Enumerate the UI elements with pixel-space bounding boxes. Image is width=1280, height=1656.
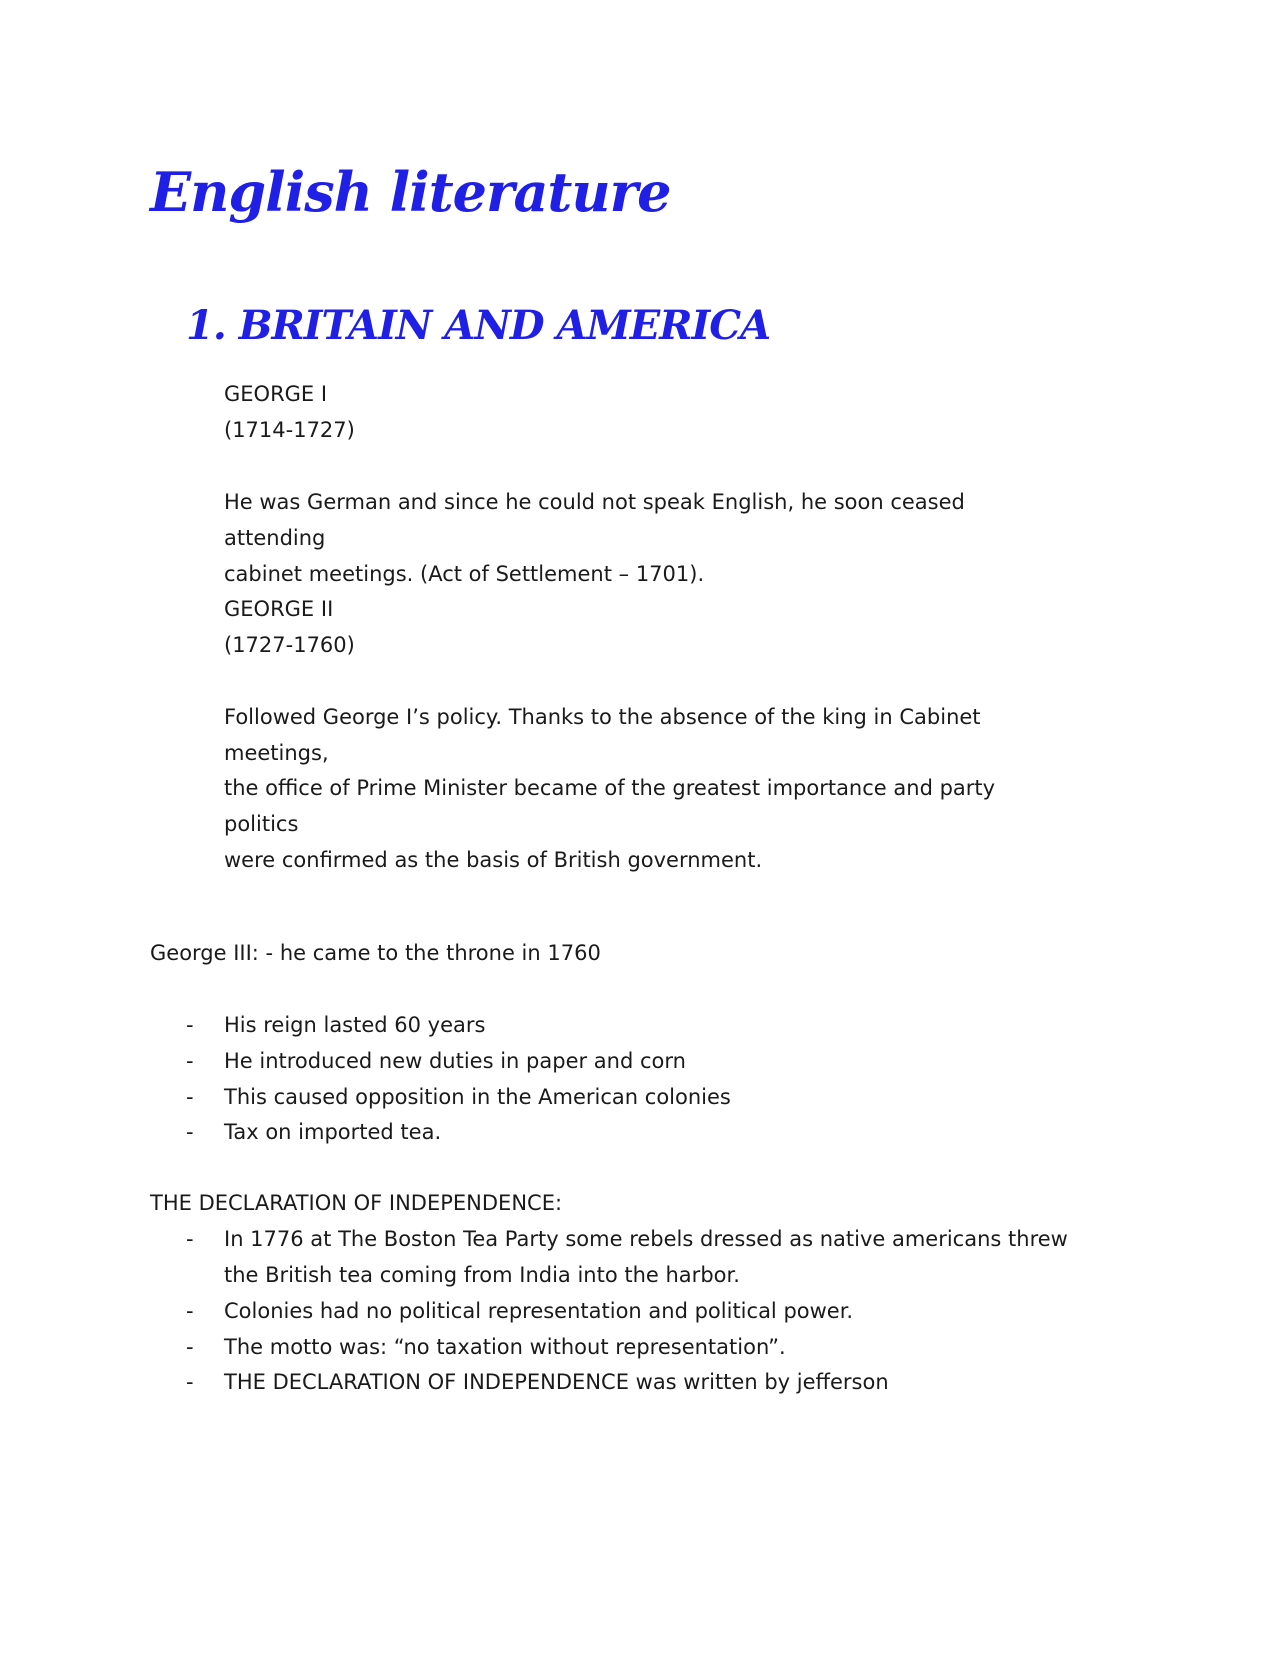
section-number: 1.: [186, 302, 226, 349]
george-iii-bullet: This caused opposition in the American colonies: [224, 1085, 731, 1109]
bullet-marker: -: [186, 1335, 194, 1359]
bullet-marker: -: [186, 1227, 194, 1251]
george-ii-text-line: politics: [224, 812, 299, 836]
george-i-text-line: attending: [224, 526, 326, 550]
declaration-bullet: In 1776 at The Boston Tea Party some rebels dressed as native americans threw: [224, 1227, 1068, 1251]
bullet-marker: -: [186, 1299, 194, 1323]
declaration-heading: THE DECLARATION OF INDEPENDENCE:: [150, 1191, 563, 1215]
george-ii-text-line: the office of Prime Minister became of the greatest importance and party: [224, 776, 996, 800]
bullet-marker: -: [186, 1120, 194, 1144]
george-ii-text-line: meetings,: [224, 741, 329, 765]
george-ii-text-line: Followed George I’s policy. Thanks to the absence of the king in Cabinet: [224, 705, 981, 729]
declaration-bullet: THE DECLARATION OF INDEPENDENCE was written by jefferson: [224, 1370, 889, 1394]
george-i-text-line: cabinet meetings. (Act of Settlement – 1701).: [224, 562, 705, 586]
george-ii-name: GEORGE II: [224, 597, 334, 621]
george-iii-bullet: Tax on imported tea.: [224, 1120, 442, 1144]
declaration-bullet: The motto was: “no taxation without representation”.: [224, 1335, 786, 1359]
declaration-bullet-continuation: the British tea coming from India into the harbor.: [224, 1263, 740, 1287]
bullet-marker: -: [186, 1085, 194, 1109]
section-heading-text: BRITAIN AND AMERICA: [238, 302, 771, 349]
section-heading: [186, 302, 770, 349]
george-iii-bullet: His reign lasted 60 years: [224, 1013, 486, 1037]
bullet-marker: -: [186, 1370, 194, 1394]
george-iii-bullet: He introduced new duties in paper and corn: [224, 1049, 686, 1073]
george-ii-text-line: were confirmed as the basis of British government.: [224, 848, 763, 872]
george-ii-years: (1727-1760): [224, 633, 355, 657]
george-i-years: (1714-1727): [224, 418, 355, 442]
bullet-marker: -: [186, 1049, 194, 1073]
george-i-text-line: He was German and since he could not speak English, he soon ceased: [224, 490, 965, 514]
declaration-bullet: Colonies had no political representation and political power.: [224, 1299, 854, 1323]
document-title: English literature: [150, 160, 671, 224]
george-iii-intro: George III: - he came to the throne in 1760: [150, 941, 601, 965]
george-i-name: GEORGE I: [224, 382, 328, 406]
bullet-marker: -: [186, 1013, 194, 1037]
